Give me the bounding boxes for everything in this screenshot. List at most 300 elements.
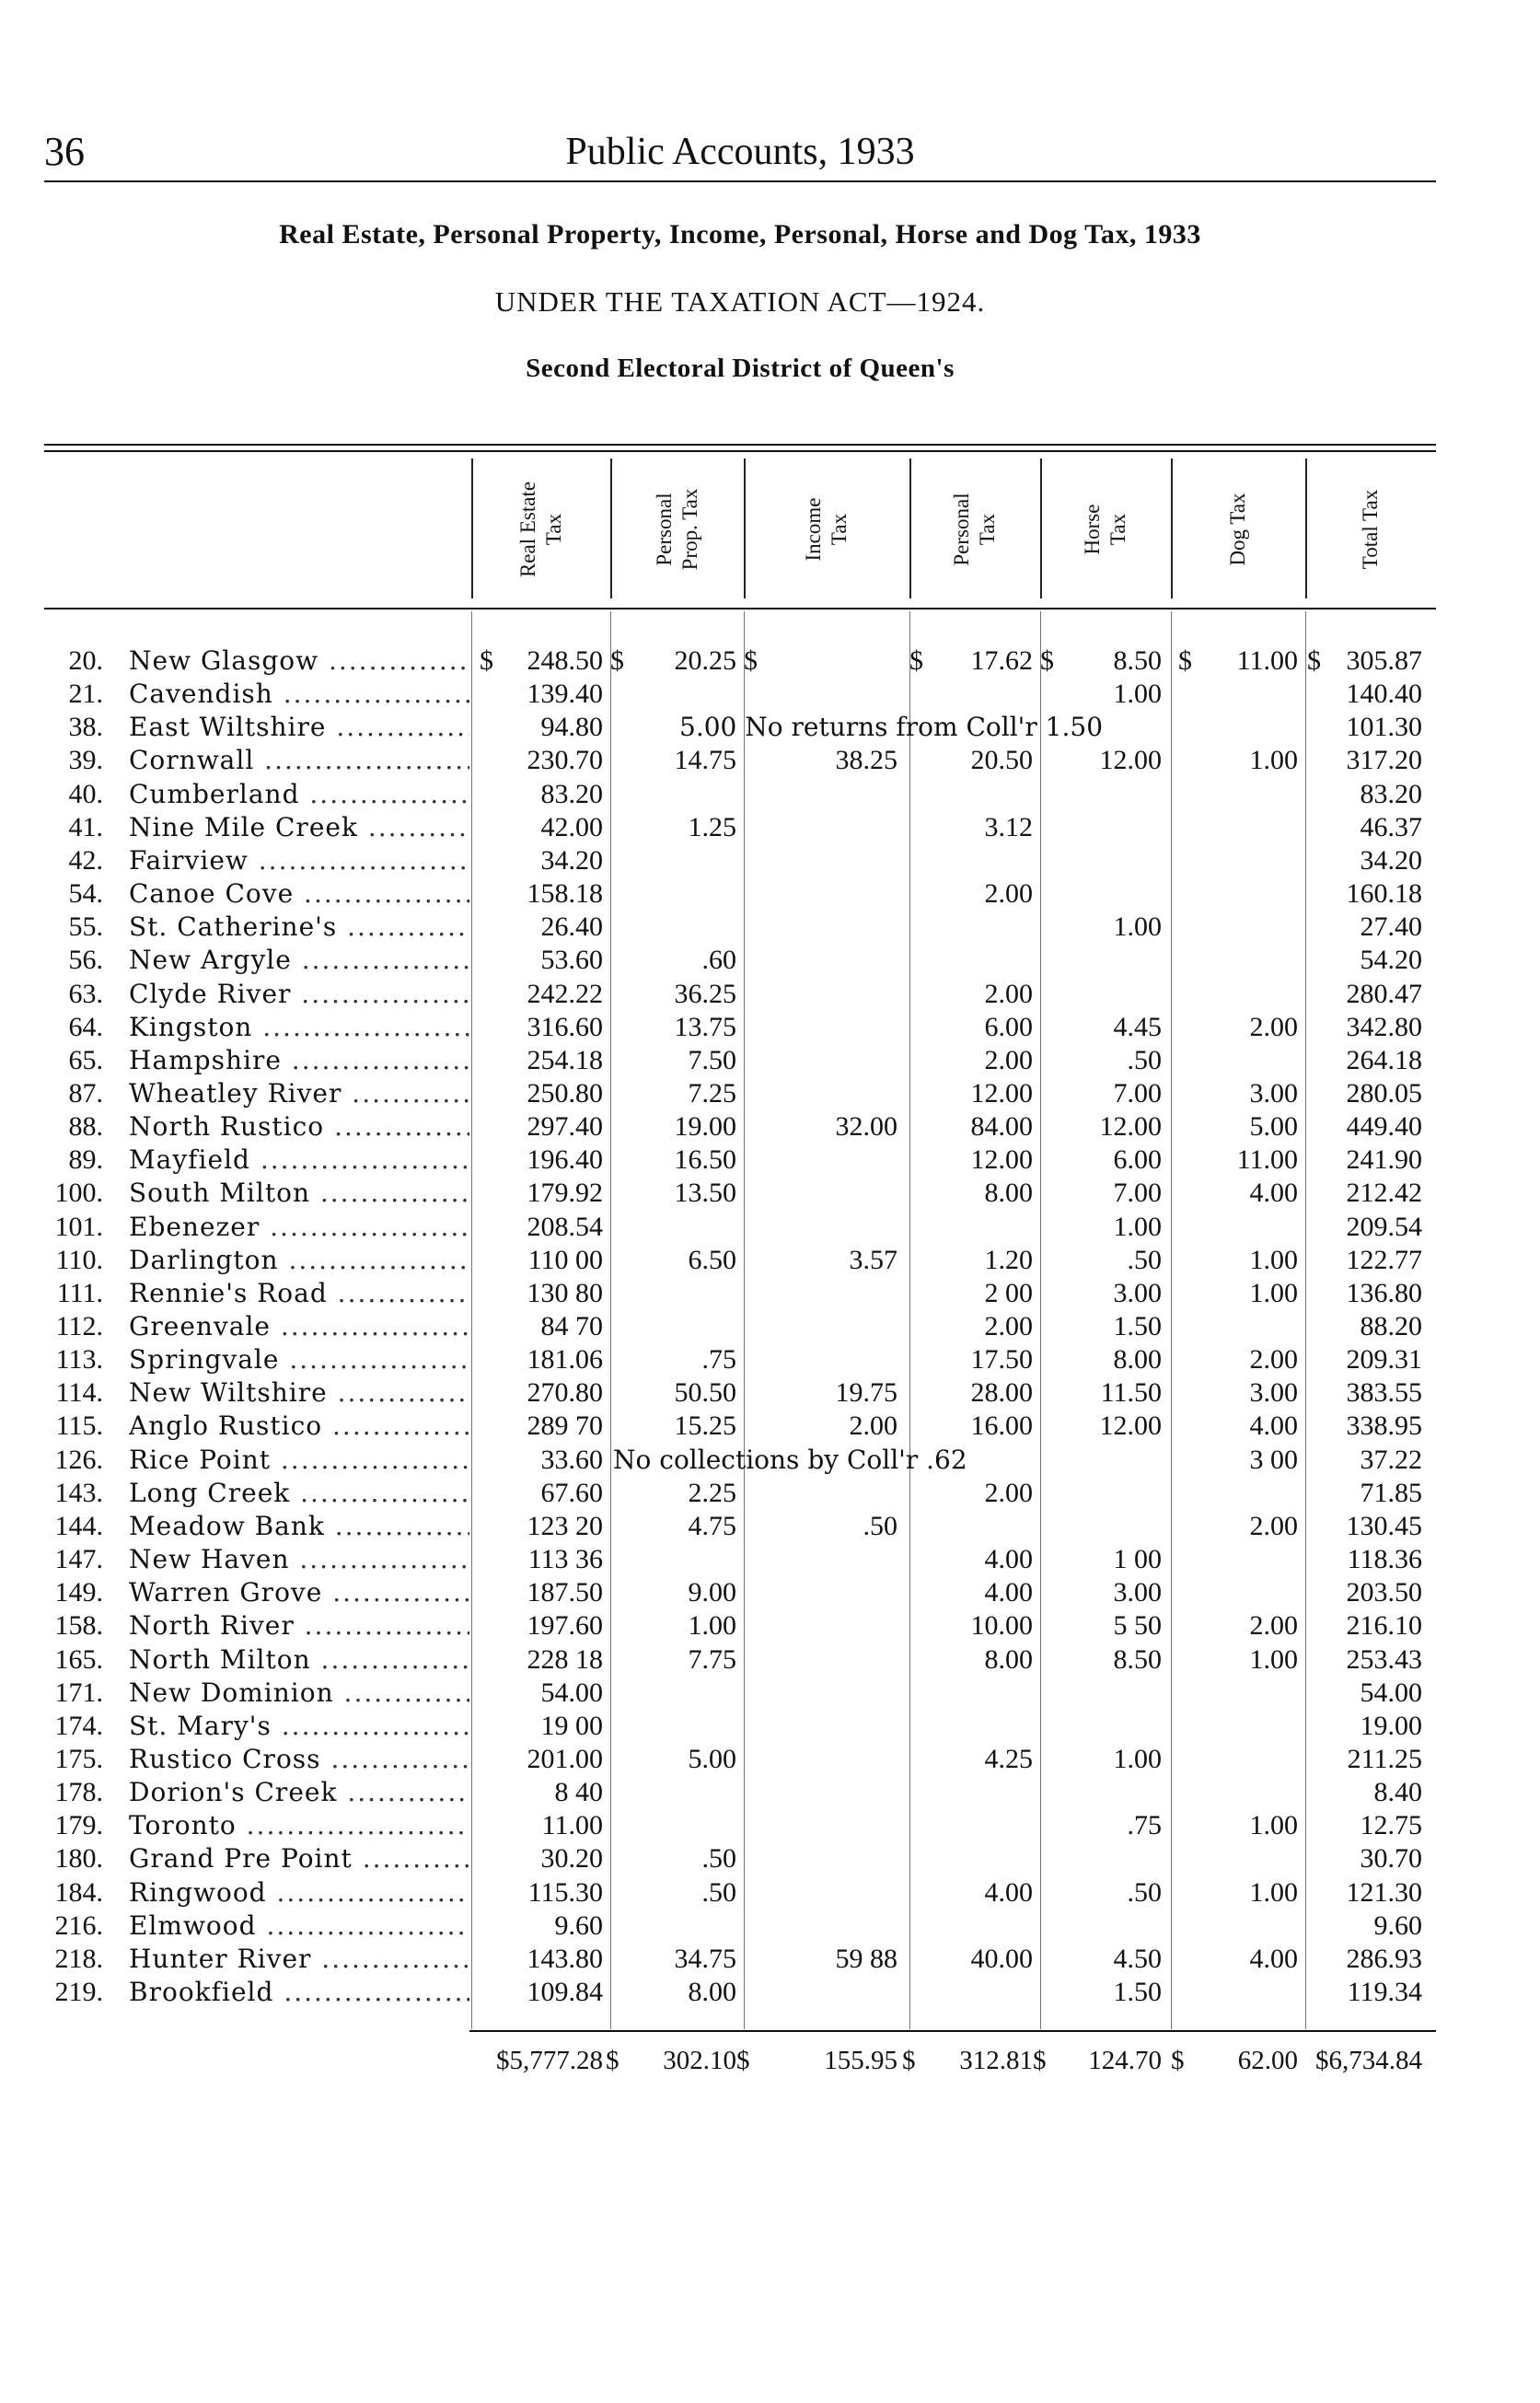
column-divider xyxy=(1171,459,1173,598)
district-name: Fairview ..... xyxy=(129,844,469,877)
cell-personal: 20.50 xyxy=(970,745,1033,776)
table-row xyxy=(0,1376,1540,1410)
table-row xyxy=(0,911,1540,944)
cell-real-estate: 113 36 xyxy=(527,1544,603,1575)
cell-income: 38.25 xyxy=(835,745,897,776)
cell-dog: 1.00 xyxy=(1249,1643,1298,1675)
table-row xyxy=(0,1677,1540,1710)
total-horse: 124.70 xyxy=(1088,2046,1162,2075)
cell-personal-prop: .60 xyxy=(701,945,736,976)
cell-total: 305.87 xyxy=(1346,645,1422,676)
cell-real-estate: 270.80 xyxy=(527,1377,603,1409)
district-name: Ringwood ..... xyxy=(129,1876,469,1910)
cell-horse: 12.00 xyxy=(1099,1111,1162,1143)
cell-personal: 10.00 xyxy=(970,1610,1033,1642)
district-name: New Argyle ..... xyxy=(129,944,469,977)
currency-symbol: $ xyxy=(1178,645,1192,676)
district-name: Wheatley River ..... xyxy=(129,1077,469,1110)
row-number: 38. xyxy=(68,712,103,743)
row-number: 89. xyxy=(68,1144,103,1176)
cell-personal-prop: 9.00 xyxy=(688,1577,736,1608)
district-name: South Milton ..... xyxy=(129,1177,469,1210)
cell-horse: 8.50 xyxy=(1113,645,1162,676)
cell-income: 2.00 xyxy=(849,1410,897,1442)
cell-dog: 11.00 xyxy=(1236,1144,1298,1176)
row-number: 54. xyxy=(68,878,103,910)
district-name: Meadow Bank ..... xyxy=(129,1510,469,1543)
row-number: 41. xyxy=(68,811,103,842)
currency-symbol: $ xyxy=(736,2046,750,2075)
column-header-personal xyxy=(909,460,1040,598)
cell-real-estate: 54.00 xyxy=(540,1677,603,1708)
table-row xyxy=(0,778,1540,811)
cell-personal: 4.25 xyxy=(984,1743,1033,1774)
cell-real-estate: 130 80 xyxy=(527,1277,603,1308)
table-row xyxy=(0,1211,1540,1244)
cell-personal-prop: 13.50 xyxy=(674,1178,736,1209)
district-name: New Haven ..... xyxy=(129,1543,469,1576)
table-row xyxy=(0,844,1540,877)
district-name: Cumberland ..... xyxy=(129,778,469,811)
row-number: 171. xyxy=(54,1677,103,1708)
table-row xyxy=(0,1310,1540,1343)
cell-real-estate: 316.60 xyxy=(527,1011,603,1042)
column-header-dog xyxy=(1171,460,1305,598)
cell-real-estate: 197.60 xyxy=(527,1610,603,1642)
top-rule-second xyxy=(44,450,1436,452)
cell-personal: 1.20 xyxy=(984,1244,1033,1275)
cell-personal-prop: 36.25 xyxy=(674,978,736,1009)
row-number: 110. xyxy=(55,1244,103,1275)
currency-symbol: $ xyxy=(1307,645,1321,676)
row-number: 113. xyxy=(55,1344,103,1376)
district-name: St. Mary's ..... xyxy=(129,1710,469,1743)
cell-horse: 5 50 xyxy=(1113,1610,1162,1642)
row-number: 165. xyxy=(54,1643,103,1675)
collection-note: 5.00 No returns from Coll'r 1.50 xyxy=(679,712,1104,743)
table-row xyxy=(0,944,1540,977)
cell-real-estate: 67.60 xyxy=(540,1477,603,1508)
total-total: $6,734.84 xyxy=(1315,2046,1422,2075)
cell-total: 160.18 xyxy=(1346,878,1422,910)
table-row xyxy=(0,1876,1540,1910)
cell-total: 342.80 xyxy=(1346,1011,1422,1042)
cell-horse: 1.50 xyxy=(1113,1977,1162,2007)
cell-real-estate: 248.50 xyxy=(527,645,603,676)
cell-horse: 8.00 xyxy=(1113,1344,1162,1376)
cell-dog: 3.00 xyxy=(1249,1077,1298,1109)
cell-personal: 2.00 xyxy=(984,1477,1033,1508)
table-row xyxy=(0,1177,1540,1210)
cell-personal: 28.00 xyxy=(970,1377,1033,1409)
cell-dog: 3.00 xyxy=(1249,1377,1298,1409)
table-row xyxy=(0,1643,1540,1677)
cell-total: 140.40 xyxy=(1346,679,1422,710)
table-row xyxy=(0,1244,1540,1277)
cell-total: 241.90 xyxy=(1346,1144,1422,1176)
district-name: Cornwall ..... xyxy=(129,744,469,777)
table-row xyxy=(0,1143,1540,1177)
cell-total: 12.75 xyxy=(1360,1810,1422,1841)
cell-real-estate: 187.50 xyxy=(527,1577,603,1608)
cell-total: 280.47 xyxy=(1346,978,1422,1009)
cell-income: 3.57 xyxy=(849,1244,897,1275)
district-name: North Rustico ..... xyxy=(129,1110,469,1143)
cell-horse: 1.50 xyxy=(1113,1311,1162,1341)
cell-total: 136.80 xyxy=(1346,1277,1422,1308)
cell-real-estate: 34.20 xyxy=(540,844,603,876)
cell-dog: 1.00 xyxy=(1249,1277,1298,1308)
district-name: Springvale ..... xyxy=(129,1343,469,1376)
cell-total: 338.95 xyxy=(1346,1410,1422,1442)
row-number: 149. xyxy=(54,1577,103,1608)
cell-total: 122.77 xyxy=(1346,1244,1422,1275)
table-row xyxy=(0,1077,1540,1110)
cell-personal: 2.00 xyxy=(984,1044,1033,1075)
row-number: 88. xyxy=(68,1111,103,1143)
column-header-line: Total Tax xyxy=(1359,489,1382,570)
currency-symbol: $ xyxy=(606,2046,619,2075)
cell-real-estate: 139.40 xyxy=(527,679,603,710)
row-number: 147. xyxy=(54,1544,103,1575)
table-row xyxy=(0,1710,1540,1743)
cell-income: .50 xyxy=(863,1510,897,1541)
table-row xyxy=(0,1410,1540,1443)
row-number: 178. xyxy=(54,1777,103,1808)
table-row xyxy=(0,711,1540,744)
district-name: Anglo Rustico ..... xyxy=(129,1410,469,1443)
column-header-total xyxy=(1305,460,1436,598)
currency-symbol: $ xyxy=(1040,645,1054,676)
cell-personal: 3.12 xyxy=(984,811,1033,842)
row-number: 184. xyxy=(54,1876,103,1908)
cell-total: 203.50 xyxy=(1346,1577,1422,1608)
cell-horse: 11.50 xyxy=(1100,1377,1162,1409)
cell-total: 37.22 xyxy=(1360,1444,1422,1475)
cell-personal-prop: 19.00 xyxy=(674,1111,736,1143)
row-number: 42. xyxy=(68,844,103,876)
cell-total: 209.54 xyxy=(1346,1211,1422,1242)
cell-real-estate: 123 20 xyxy=(527,1510,603,1541)
column-header-line: Personal xyxy=(950,493,973,566)
cell-dog: 1.00 xyxy=(1249,745,1298,776)
column-header-line: Tax xyxy=(976,513,999,546)
cell-horse: .50 xyxy=(1127,1876,1162,1908)
cell-personal: 2 00 xyxy=(984,1277,1033,1308)
district-name: New Dominion ..... xyxy=(129,1677,469,1710)
header-bottom-rule xyxy=(44,608,1436,609)
row-number: 158. xyxy=(54,1610,103,1642)
table-row xyxy=(0,1044,1540,1077)
cell-real-estate: 26.40 xyxy=(540,911,603,943)
cell-dog: 2.00 xyxy=(1249,1510,1298,1541)
cell-dog: 11.00 xyxy=(1236,645,1298,676)
column-header-personal_prop xyxy=(610,460,744,598)
cell-total: 54.00 xyxy=(1360,1677,1422,1708)
cell-real-estate: 115.30 xyxy=(527,1876,603,1908)
cell-total: 46.37 xyxy=(1360,811,1422,842)
currency-symbol: $ xyxy=(909,645,923,676)
cell-personal: 4.00 xyxy=(984,1577,1033,1608)
cell-total: 286.93 xyxy=(1346,1943,1422,1974)
cell-personal-prop: 4.75 xyxy=(688,1510,736,1541)
cell-total: 280.05 xyxy=(1346,1077,1422,1109)
collection-note: No collections by Coll'r .62 xyxy=(613,1444,967,1475)
district-name: Toronto ..... xyxy=(129,1809,469,1842)
row-number: 115. xyxy=(55,1410,103,1442)
top-rule xyxy=(44,444,1436,446)
cell-real-estate: 8 40 xyxy=(554,1777,603,1808)
row-number: 64. xyxy=(68,1011,103,1042)
district-name: Clyde River ..... xyxy=(129,978,469,1011)
column-header-line: Real Estate xyxy=(515,481,539,578)
column-header-line: Tax xyxy=(1106,513,1129,546)
cell-dog: 4.00 xyxy=(1249,1410,1298,1442)
cell-total: 83.20 xyxy=(1360,778,1422,809)
district-name: Hampshire ..... xyxy=(129,1044,469,1077)
district-name: Nine Mile Creek ..... xyxy=(129,811,469,844)
column-divider xyxy=(1305,459,1307,598)
page-number: 36 xyxy=(44,129,85,174)
column-header-real_estate xyxy=(471,460,610,598)
row-number: 55. xyxy=(68,911,103,943)
row-number: 114. xyxy=(55,1377,103,1409)
column-header-label xyxy=(652,489,703,571)
cell-personal: 40.00 xyxy=(970,1943,1033,1974)
cell-real-estate: 242.22 xyxy=(527,978,603,1009)
row-number: 20. xyxy=(68,645,103,676)
cell-dog: 3 00 xyxy=(1249,1444,1298,1475)
cell-dog: 5.00 xyxy=(1249,1111,1298,1143)
cell-total: 118.36 xyxy=(1347,1544,1422,1575)
cell-personal-prop: 2.25 xyxy=(688,1477,736,1508)
row-number: 56. xyxy=(68,945,103,976)
cell-personal: 2.00 xyxy=(984,1311,1033,1341)
table-row xyxy=(0,1976,1540,2009)
cell-income: 19.75 xyxy=(835,1377,897,1409)
table-row xyxy=(0,811,1540,844)
cell-real-estate: 250.80 xyxy=(527,1077,603,1109)
column-header-label xyxy=(1225,493,1251,565)
column-header-horse xyxy=(1040,460,1171,598)
cell-dog: 4.00 xyxy=(1249,1943,1298,1974)
cell-real-estate: 158.18 xyxy=(527,878,603,910)
district-name: New Glasgow ..... xyxy=(129,644,469,678)
cell-real-estate: 53.60 xyxy=(540,945,603,976)
cell-personal-prop: .50 xyxy=(701,1843,736,1875)
cell-total: 216.10 xyxy=(1346,1610,1422,1642)
table-row xyxy=(0,1776,1540,1809)
column-header-label xyxy=(1358,490,1384,569)
district-name: Cavendish ..... xyxy=(129,678,469,711)
currency-symbol: $ xyxy=(1033,2046,1047,2075)
row-number: 39. xyxy=(68,745,103,776)
cell-total: 19.00 xyxy=(1360,1710,1422,1741)
table-row xyxy=(0,1110,1540,1143)
cell-real-estate: 201.00 xyxy=(527,1743,603,1774)
cell-personal-prop: 50.50 xyxy=(674,1377,736,1409)
table-row xyxy=(0,1510,1540,1543)
column-divider xyxy=(1040,459,1042,598)
cell-personal: 4.00 xyxy=(984,1544,1033,1575)
currency-symbol: $ xyxy=(480,645,493,676)
row-number: 21. xyxy=(68,679,103,710)
cell-horse: 1.00 xyxy=(1113,1743,1162,1774)
cell-horse: 8.50 xyxy=(1113,1643,1162,1675)
cell-personal: 16.00 xyxy=(970,1410,1033,1442)
cell-real-estate: 181.06 xyxy=(527,1344,603,1376)
district-name: Greenvale ..... xyxy=(129,1310,469,1343)
table-row xyxy=(0,1743,1540,1776)
cell-horse: 12.00 xyxy=(1099,745,1162,776)
cell-dog: 4.00 xyxy=(1249,1178,1298,1209)
cell-total: 121.30 xyxy=(1346,1876,1422,1908)
cell-real-estate: 9.60 xyxy=(554,1910,603,1941)
cell-total: 9.60 xyxy=(1373,1910,1422,1941)
cell-personal: 12.00 xyxy=(970,1077,1033,1109)
cell-personal: 8.00 xyxy=(984,1178,1033,1209)
cell-total: 211.25 xyxy=(1347,1743,1422,1774)
cell-personal: 17.62 xyxy=(970,645,1033,676)
table-row xyxy=(0,1910,1540,1943)
table-subtitle: UNDER THE TAXATION ACT—1924. xyxy=(494,285,986,318)
cell-real-estate: 33.60 xyxy=(540,1444,603,1475)
cell-dog: 1.00 xyxy=(1249,1810,1298,1841)
district-name: North River ..... xyxy=(129,1609,469,1643)
cell-real-estate: 254.18 xyxy=(527,1044,603,1075)
table-row xyxy=(0,1444,1540,1477)
table-row xyxy=(0,678,1540,711)
column-header-line: Tax xyxy=(828,513,851,546)
cell-personal-prop: 20.25 xyxy=(674,645,736,676)
district-name: Canoe Cove ..... xyxy=(129,877,469,911)
table-row xyxy=(0,644,1540,678)
column-divider xyxy=(909,459,911,598)
cell-horse: 1.00 xyxy=(1113,1211,1162,1242)
cell-personal: 2.00 xyxy=(984,878,1033,910)
district-name: Long Creek ..... xyxy=(129,1477,469,1510)
cell-horse: 4.50 xyxy=(1113,1943,1162,1974)
cell-dog: 2.00 xyxy=(1249,1610,1298,1642)
row-number: 175. xyxy=(54,1743,103,1774)
cell-personal-prop: 7.50 xyxy=(688,1044,736,1075)
cell-horse: 3.00 xyxy=(1113,1577,1162,1608)
cell-horse: 6.00 xyxy=(1113,1144,1162,1176)
cell-real-estate: 83.20 xyxy=(540,778,603,809)
district-name: Ebenezer ..... xyxy=(129,1211,469,1244)
row-number: 40. xyxy=(68,778,103,809)
row-number: 63. xyxy=(68,978,103,1009)
district-name: Hunter River ..... xyxy=(129,1943,469,1976)
table-row xyxy=(0,744,1540,777)
cell-personal: 12.00 xyxy=(970,1144,1033,1176)
column-divider xyxy=(744,459,746,598)
row-number: 219. xyxy=(54,1977,103,2007)
column-header-line: Personal xyxy=(652,493,676,566)
district-name: Warren Grove ..... xyxy=(129,1576,469,1609)
cell-horse: 3.00 xyxy=(1113,1277,1162,1308)
row-number: 144. xyxy=(54,1510,103,1541)
cell-personal-prop: .75 xyxy=(701,1344,736,1376)
cell-personal-prop: 6.50 xyxy=(688,1244,736,1275)
cell-total: 264.18 xyxy=(1346,1044,1422,1075)
cell-personal-prop: 7.75 xyxy=(688,1643,736,1675)
cell-total: 101.30 xyxy=(1346,712,1422,743)
cell-real-estate: 11.00 xyxy=(541,1810,603,1841)
cell-personal: 8.00 xyxy=(984,1643,1033,1675)
cell-personal-prop: 16.50 xyxy=(674,1144,736,1176)
cell-personal: 2.00 xyxy=(984,978,1033,1009)
column-header-income xyxy=(744,460,909,598)
district-name: North Milton ..... xyxy=(129,1643,469,1677)
cell-dog: 1.00 xyxy=(1249,1876,1298,1908)
cell-total: 383.55 xyxy=(1346,1377,1422,1409)
cell-real-estate: 179.92 xyxy=(527,1178,603,1209)
district-name: Darlington ..... xyxy=(129,1244,469,1277)
cell-total: 449.40 xyxy=(1346,1111,1422,1143)
cell-horse: 4.45 xyxy=(1113,1011,1162,1042)
cell-personal: 4.00 xyxy=(984,1876,1033,1908)
district-heading: Second Electoral District of Queen's xyxy=(526,354,955,383)
table-row xyxy=(0,1011,1540,1044)
row-number: 111. xyxy=(56,1277,103,1308)
cell-personal-prop: 7.25 xyxy=(688,1077,736,1109)
table-row xyxy=(0,1543,1540,1576)
totals-row xyxy=(0,2042,1540,2079)
cell-horse: .50 xyxy=(1127,1044,1162,1075)
cell-real-estate: 84 70 xyxy=(540,1311,603,1341)
row-number: 65. xyxy=(68,1044,103,1075)
cell-horse: .75 xyxy=(1127,1810,1162,1841)
total-real-estate: $5,777.28 xyxy=(496,2046,603,2075)
cell-income: 59 88 xyxy=(835,1943,897,1974)
row-number: 218. xyxy=(54,1943,103,1974)
row-number: 112. xyxy=(55,1311,103,1341)
table-row xyxy=(0,1842,1540,1875)
row-number: 100. xyxy=(54,1178,103,1209)
row-number: 180. xyxy=(54,1843,103,1875)
table-row xyxy=(0,1576,1540,1609)
cell-personal-prop: 8.00 xyxy=(688,1977,736,2007)
district-name: Grand Pre Point ..... xyxy=(129,1842,469,1875)
table-row xyxy=(0,1343,1540,1376)
cell-total: 88.20 xyxy=(1360,1311,1422,1341)
district-name: Elmwood ..... xyxy=(129,1910,469,1943)
cell-real-estate: 143.80 xyxy=(527,1943,603,1974)
column-header-line: Tax xyxy=(541,513,565,546)
district-name: Dorion's Creek ..... xyxy=(129,1776,469,1809)
total-personal: 312.81 xyxy=(959,2046,1033,2075)
cell-total: 30.70 xyxy=(1360,1843,1422,1875)
cell-real-estate: 289 70 xyxy=(527,1410,603,1442)
total-personal-prop: 302.10 xyxy=(663,2046,736,2075)
cell-total: 54.20 xyxy=(1360,945,1422,976)
district-name: Rennie's Road ..... xyxy=(129,1277,469,1310)
cell-real-estate: 19 00 xyxy=(540,1710,603,1741)
cell-total: 317.20 xyxy=(1346,745,1422,776)
cell-real-estate: 230.70 xyxy=(527,745,603,776)
currency-symbol: $ xyxy=(610,645,624,676)
cell-horse: 1 00 xyxy=(1113,1544,1162,1575)
cell-total: 8.40 xyxy=(1373,1777,1422,1808)
district-name: Brookfield ..... xyxy=(129,1976,469,2009)
row-number: 216. xyxy=(54,1910,103,1941)
table-row xyxy=(0,877,1540,911)
table-row xyxy=(0,1809,1540,1842)
column-divider xyxy=(471,459,473,598)
cell-personal-prop: .50 xyxy=(701,1876,736,1908)
cell-horse: 12.00 xyxy=(1099,1410,1162,1442)
